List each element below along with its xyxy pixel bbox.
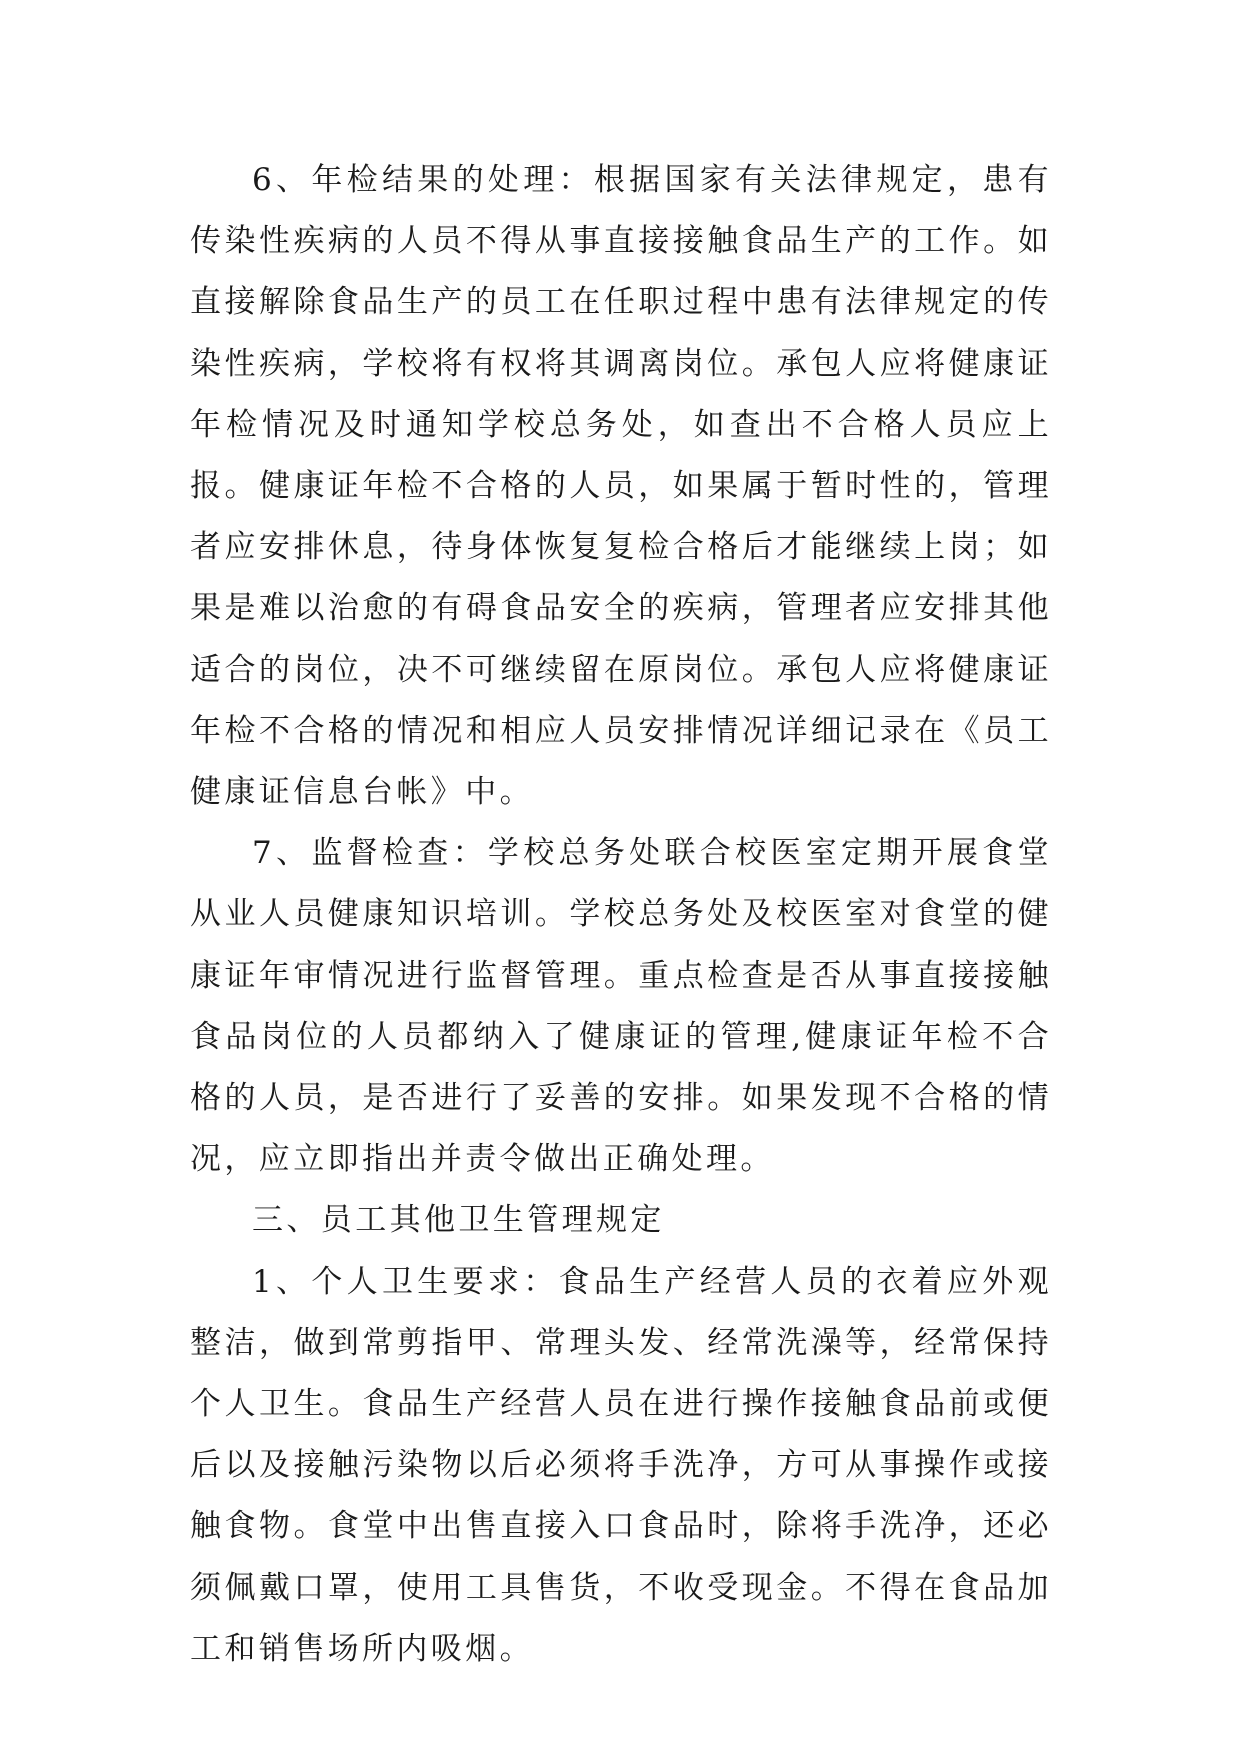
- paragraph-supervision-inspection: 7、监督检查：学校总务处联合校医室定期开展食堂从业人员健康知识培训。学校总务处及校医室对食堂的健康证年审情况进行监督管理。重点检查是否从事直接接触食品岗位的人员都纳入了健康证的管理,健康证年检不合格的人员，是否进行了妥善的安排。如果发现不合格的情况，应立即指出并责令做出正确处理。: [190, 835, 1052, 1178]
- document-body: [190, 150, 1052, 1680]
- paragraph-personal-hygiene: 1、个人卫生要求：食品生产经营人员的衣着应外观整洁，做到常剪指甲、常理头发、经常洗澡等，经常保持个人卫生。食品生产经营人员在进行操作接触食品前或便后以及接触污染物以后必须将手洗净，方可从事操作或接触食物。食堂中出售直接入口食品时，除将手洗净，还必须佩戴口罩，使用工具售货，不收受现金。不得在食品加工和销售场所内吸烟。: [190, 1263, 1052, 1667]
- section-heading-other-hygiene-rules: 三、员工其他卫生管理规定: [252, 1202, 665, 1239]
- paragraph-annual-check-handling: 6、年检结果的处理：根据国家有关法律规定，患有传染性疾病的人员不得从事直接接触食品生产的工作。如直接解除食品生产的员工在任职过程中患有法律规定的传染性疾病，学校将有权将其调离岗位。承包人应将健康证年检情况及时通知学校总务处，如查出不合格人员应上报。健康证年检不合格的人员，如果属于暂时性的，管理者应安排休息，待身体恢复复检合格后才能继续上岗；如果是难以治愈的有碍食品安全的疾病，管理者应安排其他适合的岗位，决不可继续留在原岗位。承包人应将健康证年检不合格的情况和相应人员安排情况详细记录在《员工健康证信息台帐》中。: [190, 162, 1052, 811]
